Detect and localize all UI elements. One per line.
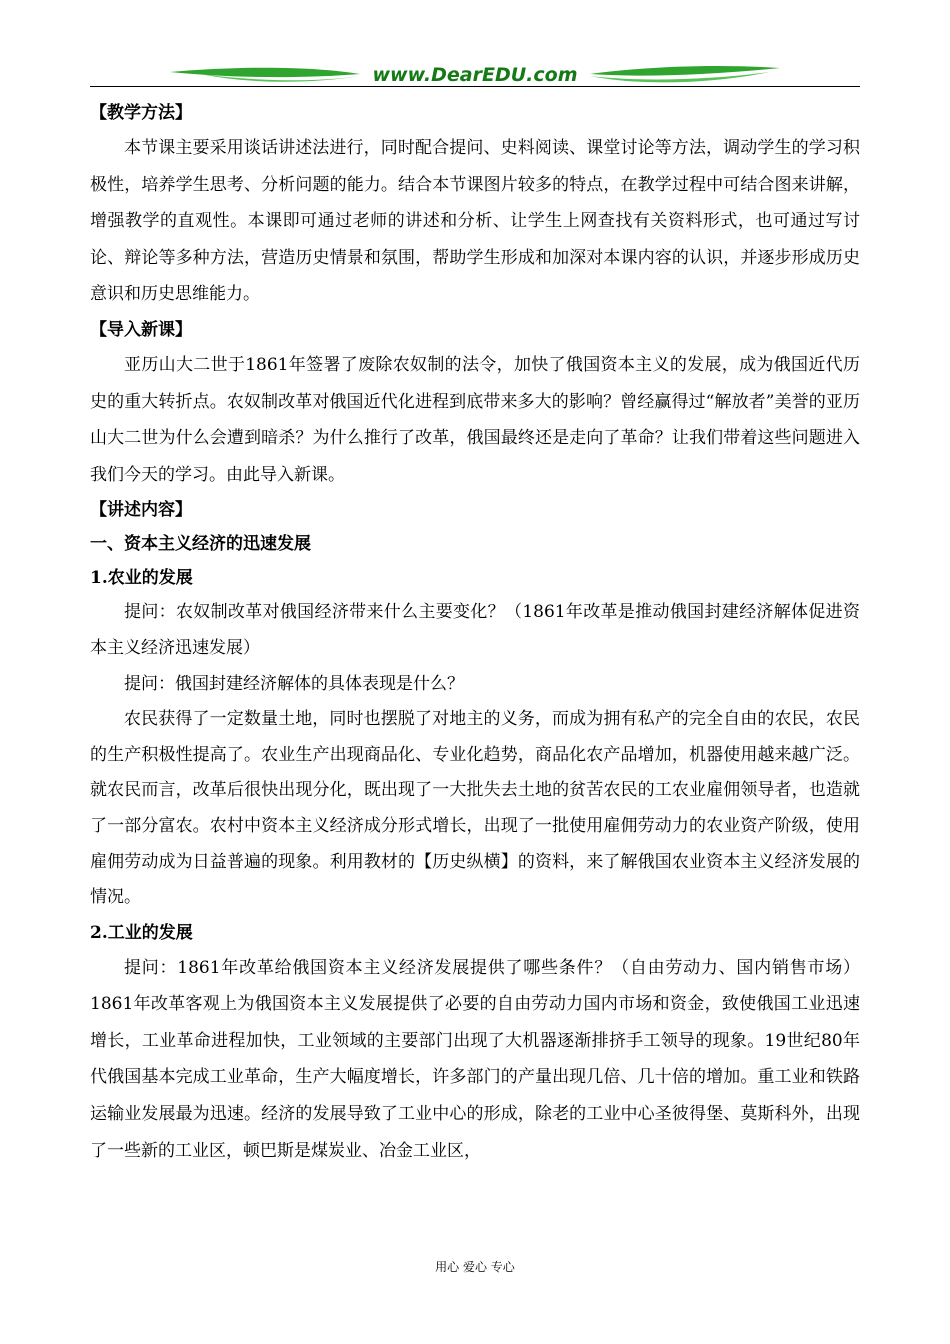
site-name: www.DearEDU.com (372, 64, 578, 86)
part1-heading: 一、资本主义经济的迅速发展 (90, 534, 311, 555)
intro-paragraph: 亚历山大二世于1861年签署了废除农奴制的法令，加快了俄国资本主义的发展，成为俄国近代历史的重大转折点。农奴制改革对俄国近代化进程到底带来多大的影响？曾经赢得过“解放者”美誉的亚历山大二世为什么会遭到暗杀？为什么推行了改革，俄国最终还是走向了革命？让我们带着这些问题进入我们今天的学习。由此导入新课。 (90, 354, 860, 485)
page-footer: 用心 爱心 专心 (435, 1260, 515, 1274)
agri-question-2: 提问：俄国封建经济解体的具体表现是什么？ (124, 673, 464, 694)
method-paragraph: 本节课主要采用谈话讲述法进行，同时配合提问、史料阅读、课堂讨论等方法，调动学生的学习积极性，培养学生思考、分析问题的能力。结合本节课图片较多的特点，在教学过程中可结合图来讲解，增强教学的直观性。本课即可通过老师的讲述和分析、让学生上网查找有关资料形式，也可通过写讨论、辩论等多种方法，营造历史情景和氛围，帮助学生形成和加深对本课内容的认识，并逐步形成历史意识和历史思维能力。 (90, 138, 860, 305)
content-heading: 【讲述内容】 (90, 500, 192, 521)
document-body (90, 96, 860, 1169)
agri-paragraph: 农民获得了一定数量土地，同时也摆脱了对地主的义务，而成为拥有私产的完全自由的农民，农民的生产积极性提高了。农业生产出现商品化、专业化趋势，商品化农产品增加，机器使用越来越广泛。就农民而言，改革后很快出现分化，既出现了一大批失去土地的贫苦农民的工农业雇佣领导者，也造就了一部分富农。农村中资本主义经济成分形式增长，出现了一批使用雇佣劳动力的农业资产阶级，使用雇佣劳动成为日益普遍的现象。利用教材的【历史纵横】的资料，来了解俄国农业资本主义经济发展的情况。 (90, 709, 860, 908)
agri-heading: 1.农业的发展 (90, 568, 193, 589)
intro-heading: 【导入新课】 (90, 319, 192, 340)
industry-heading: 2.工业的发展 (90, 922, 193, 943)
industry-paragraph: 提问：1861年改革给俄国资本主义经济发展提供了哪些条件？（自由劳动力、国内销售市场）1861年改革客观上为俄国资本主义发展提供了必要的自由劳动力国内市场和资金，致使俄国工业迅速增长，工业革命进程加快，工业领域的主要部门出现了大机器逐渐排挤手工领导的现象。19世纪80年代俄国基本完成工业革命，生产大幅度增长，许多部门的产量出现几倍、几十倍的增加。重工业和铁路运输业发展最为迅速。经济的发展导致了工业中心的形成，除老的工业中心圣彼得堡、莫斯科外，出现了一些新的工业区，顿巴斯是煤炭业、冶金工业区， (90, 957, 860, 1161)
agri-question-1: 提问：农奴制改革对俄国经济带来什么主要变化？（1861年改革是推动俄国封建经济解体促进资本主义经济迅速发展） (90, 602, 860, 658)
method-heading: 【教学方法】 (90, 103, 192, 123)
header-rule (90, 86, 860, 87)
